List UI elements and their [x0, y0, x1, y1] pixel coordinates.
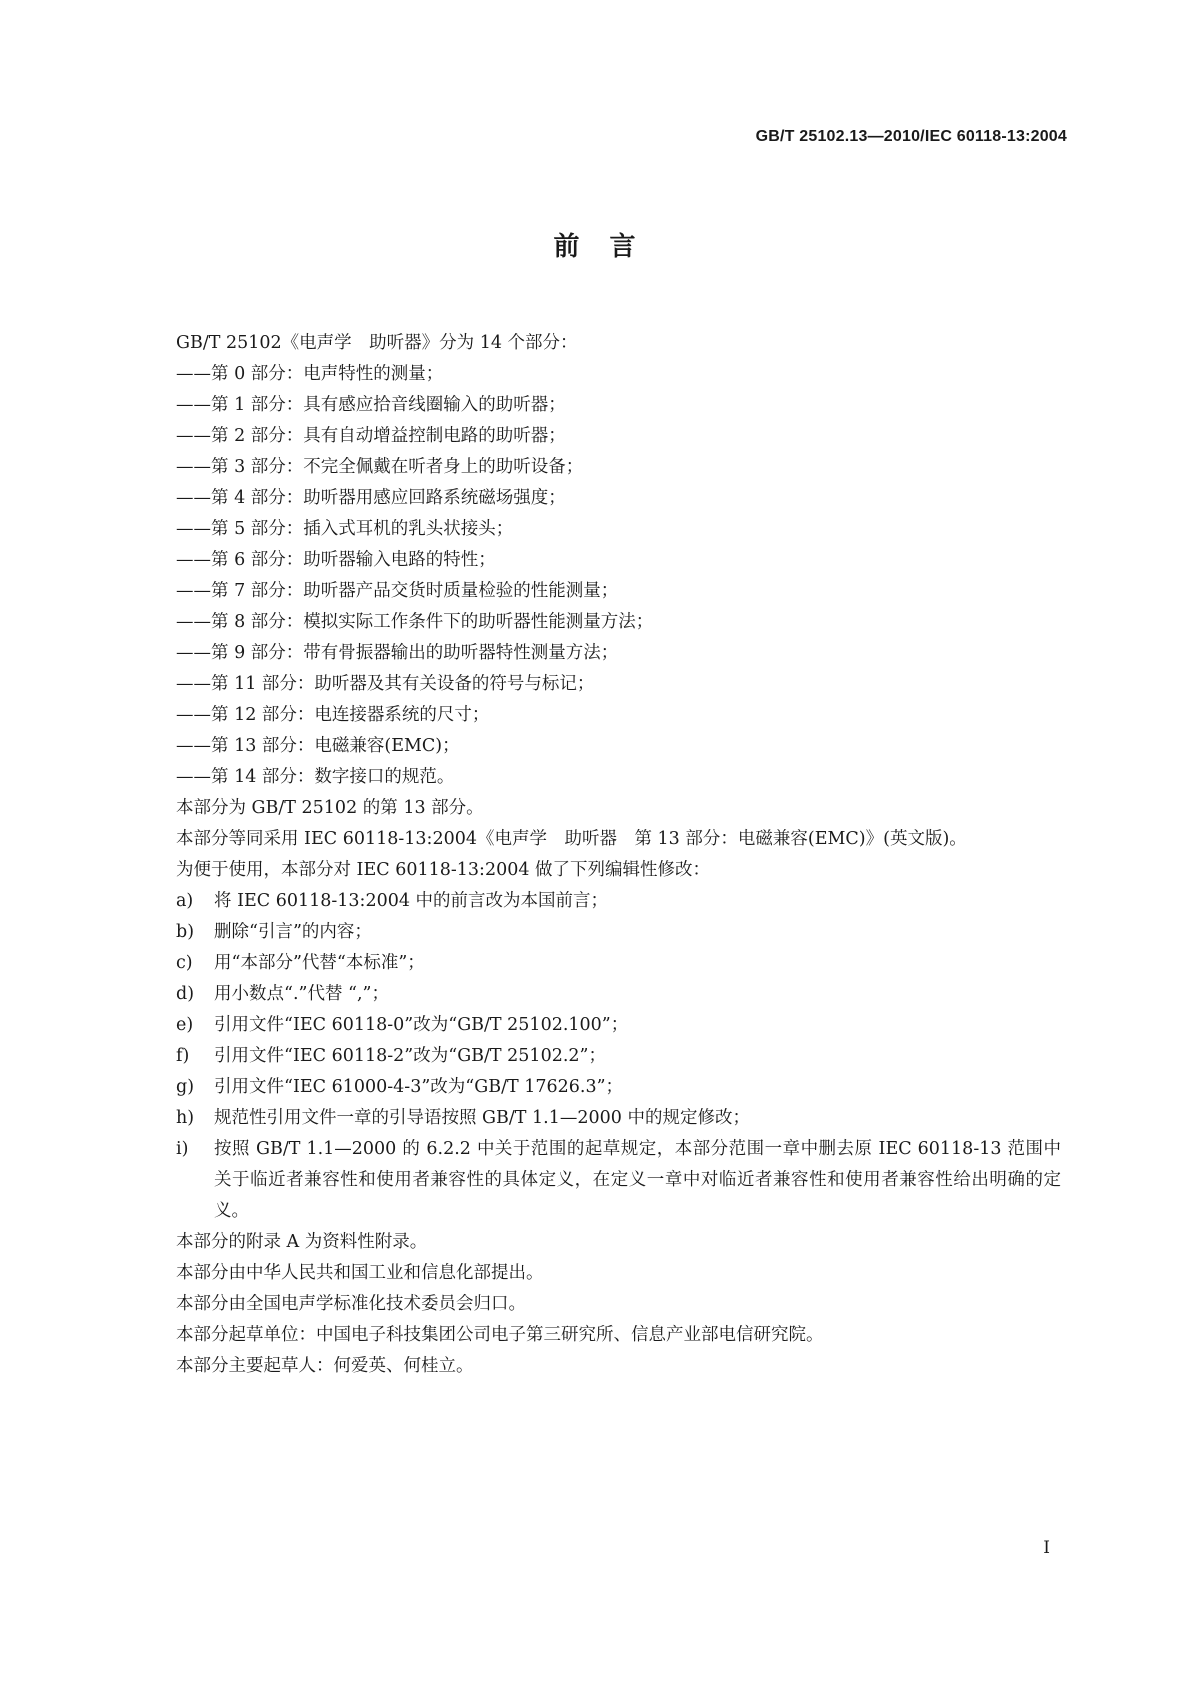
modification-text: 删除“引言”的内容；: [214, 922, 372, 942]
modification-text: 将 IEC 60118-13:2004 中的前言改为本国前言；: [214, 891, 609, 911]
page-number: I: [1043, 1538, 1050, 1558]
modification-item: [176, 1134, 1061, 1227]
closing-line: 本部分由中华人民共和国工业和信息化部提出。: [176, 1263, 544, 1283]
part-statement: 本部分为 GB/T 25102 的第 13 部分。: [176, 798, 484, 818]
closing-line: 本部分的附录 A 为资料性附录。: [176, 1232, 428, 1252]
list-marker: f): [176, 1046, 190, 1066]
modification-text: 引用文件“IEC 61000-4-3”改为“GB/T 17626.3”；: [214, 1077, 624, 1097]
parts-list-item: ——第 1 部分：具有感应拾音线圈输入的助听器；: [176, 395, 566, 415]
modification-item: [176, 1072, 1061, 1103]
modification-item: [176, 1041, 1061, 1072]
list-marker: a): [176, 891, 194, 911]
intro-line: GB/T 25102《电声学 助听器》分为 14 个部分：: [176, 333, 578, 353]
parts-list-item: ——第 9 部分：带有骨振器输出的助听器特性测量方法；: [176, 643, 619, 663]
parts-list-item: ——第 7 部分：助听器产品交货时质量检验的性能测量；: [176, 581, 619, 601]
modification-text: 引用文件“IEC 60118-2”改为“GB/T 25102.2”；: [214, 1046, 606, 1066]
parts-list-item: ——第 8 部分：模拟实际工作条件下的助听器性能测量方法；: [176, 612, 654, 632]
closing-statements: [176, 1227, 1061, 1382]
modification-item: [176, 1103, 1061, 1134]
modification-text: 规范性引用文件一章的引导语按照 GB/T 1.1—2000 中的规定修改；: [214, 1108, 750, 1128]
page-title: 前 言: [553, 232, 638, 262]
parts-list-item: ——第 2 部分：具有自动增益控制电路的助听器；: [176, 426, 566, 446]
parts-list-item: ——第 11 部分：助听器及其有关设备的符号与标记；: [176, 674, 595, 694]
adoption-statement: 本部分等同采用 IEC 60118-13:2004《电声学 助听器 第 13 部分：电磁兼容(EMC)》(英文版)。: [176, 829, 967, 849]
list-marker: g): [176, 1077, 195, 1097]
list-marker: e): [176, 1015, 194, 1035]
parts-list: [176, 359, 1061, 793]
modification-item: [176, 948, 1061, 979]
parts-list-item: ——第 0 部分：电声特性的测量；: [176, 364, 444, 384]
modification-text: 用小数点“.”代替 “,”；: [214, 984, 389, 1004]
modification-text: 用“本部分”代替“本标准”；: [214, 953, 425, 973]
closing-line: 本部分主要起草人：何爱英、何桂立。: [176, 1356, 474, 1376]
modifications-intro: 为便于使用，本部分对 IEC 60118-13:2004 做了下列编辑性修改：: [176, 860, 711, 880]
modification-item: [176, 1010, 1061, 1041]
list-marker: h): [176, 1108, 195, 1128]
list-marker: c): [176, 953, 193, 973]
closing-line: 本部分由全国电声学标准化技术委员会归口。: [176, 1294, 526, 1314]
parts-list-item: ——第 12 部分：电连接器系统的尺寸；: [176, 705, 490, 725]
modification-text: 引用文件“IEC 60118-0”改为“GB/T 25102.100”；: [214, 1015, 629, 1035]
modification-text: 按照 GB/T 1.1—2000 的 6.2.2 中关于范围的起草规定，本部分范围一章中删去原 IEC 60118-13 范围中关于临近者兼容性和使用者兼容性的具体定义，在定义一章中对临近者兼容性和使用者兼容性给出明确的定义。: [214, 1139, 1061, 1221]
parts-list-item: ——第 6 部分：助听器输入电路的特性；: [176, 550, 496, 570]
modification-item: [176, 917, 1061, 948]
parts-list-item: ——第 3 部分：不完全佩戴在听者身上的助听设备；: [176, 457, 584, 477]
parts-list-item: ——第 4 部分：助听器用感应回路系统磁场强度；: [176, 488, 566, 508]
foreword-body: [176, 328, 1061, 1382]
list-marker: i): [176, 1139, 189, 1159]
parts-list-item: ——第 13 部分：电磁兼容(EMC)；: [176, 736, 460, 756]
modification-item: [176, 886, 1061, 917]
parts-list-item: ——第 5 部分：插入式耳机的乳头状接头；: [176, 519, 514, 539]
modifications-list: [176, 886, 1061, 1227]
parts-list-item: ——第 14 部分：数字接口的规范。: [176, 767, 455, 787]
closing-line: 本部分起草单位：中国电子科技集团公司电子第三研究所、信息产业部电信研究院。: [176, 1325, 824, 1345]
list-marker: b): [176, 922, 195, 942]
standard-code-header: GB/T 25102.13—2010/IEC 60118-13:2004: [755, 128, 1067, 145]
modification-item: [176, 979, 1061, 1010]
list-marker: d): [176, 984, 195, 1004]
